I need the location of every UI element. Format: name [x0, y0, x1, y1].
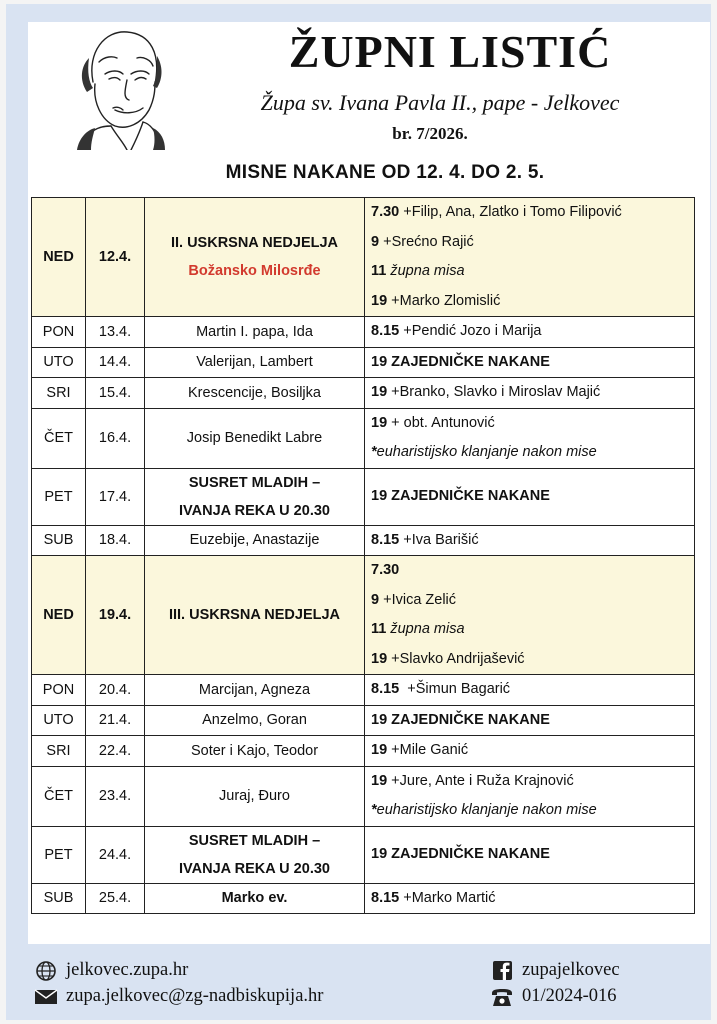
- day-cell: ČET: [32, 408, 86, 468]
- day-cell: SUB: [32, 525, 86, 556]
- date-cell: 18.4.: [86, 525, 145, 556]
- date-cell: 20.4.: [86, 675, 145, 706]
- mass-intention: +Ivica Zelić: [379, 591, 457, 608]
- celebration-cell: Valerijan, Lambert: [145, 347, 365, 378]
- mass-time: 8.15: [371, 323, 400, 339]
- mass-line: [371, 736, 688, 766]
- masses-cell: [365, 408, 695, 468]
- note-asterisk: *: [371, 444, 377, 460]
- mass-time: 19: [371, 742, 388, 758]
- masses-cell: [365, 317, 695, 348]
- mass-intention: +Mile Ganić: [387, 742, 469, 758]
- event-line: IVANJA REKA U 20.30: [179, 502, 330, 519]
- mass-time: 19: [371, 292, 388, 309]
- telephone-icon: [490, 987, 514, 1007]
- day-cell: NED: [32, 556, 86, 675]
- day-cell: SUB: [32, 883, 86, 914]
- mass-intention: +Pendić Jozo i Marija: [399, 323, 542, 339]
- adoration-note: [371, 796, 688, 826]
- event-line: IVANJA REKA U 20.30: [179, 860, 330, 877]
- date-cell: 24.4.: [86, 826, 145, 883]
- celebration-cell: Krescencije, Bosiljka: [145, 378, 365, 409]
- facebook-contact[interactable]: [490, 960, 620, 981]
- mass-line: [371, 884, 688, 914]
- parish-name: Župa sv. Ivana Pavla II., pape - Jelkovec: [260, 90, 620, 115]
- phone-text: 01/2024-016: [522, 986, 617, 1006]
- globe-icon: [34, 961, 58, 981]
- mass-intention: +Branko, Slavko i Miroslav Majić: [387, 384, 601, 400]
- celebration-cell: [145, 826, 365, 883]
- mass-intention: +Šimun Bagarić: [399, 681, 511, 697]
- mass-intention: +Marko Zlomislić: [387, 292, 501, 309]
- table-row: [32, 556, 695, 675]
- mass-line: 19 ZAJEDNIČKE NAKANE: [371, 845, 550, 862]
- mass-time: 8.15: [371, 889, 400, 906]
- celebration-cell: Euzebije, Anastazije: [145, 525, 365, 556]
- celebration-cell: Anzelmo, Goran: [145, 705, 365, 736]
- masses-cell: [365, 378, 695, 409]
- day-cell: PON: [32, 675, 86, 706]
- mass-time: 9: [371, 591, 380, 608]
- pope-portrait: [65, 22, 177, 150]
- celebration-name: II. USKRSNA NEDJELJA: [170, 235, 339, 251]
- mass-intention: + obt. Antunović: [387, 414, 495, 431]
- facebook-text: zupajelkovec: [522, 960, 620, 980]
- email-contact[interactable]: [34, 986, 323, 1007]
- facebook-icon: [490, 961, 514, 981]
- mass-time: 11: [371, 621, 387, 637]
- mass-intention: +Filip, Ana, Zlatko i Tomo Filipović: [399, 204, 622, 220]
- mass-intentions-heading: MISNE NAKANE OD 12. 4. DO 2. 5.: [225, 162, 545, 183]
- mass-intention: +Iva Barišić: [399, 531, 479, 548]
- table-row: [32, 766, 695, 826]
- masses-cell: [365, 766, 695, 826]
- table-row: [32, 826, 695, 883]
- day-cell: NED: [32, 198, 86, 317]
- masses-cell: [365, 883, 695, 914]
- mass-time: 9: [371, 233, 380, 250]
- table-row: [32, 317, 695, 348]
- date-cell: 13.4.: [86, 317, 145, 348]
- mass-time: 19: [371, 772, 388, 789]
- day-cell: SRI: [32, 736, 86, 767]
- table-row: [32, 347, 695, 378]
- mass-line: [371, 378, 688, 408]
- table-row: [32, 883, 695, 914]
- feast-name: Božansko Milosrđe: [188, 263, 321, 279]
- mass-time: 7.30: [371, 204, 400, 220]
- masses-cell: [365, 525, 695, 556]
- table-row: [32, 705, 695, 736]
- celebration-cell: Juraj, Đuro: [145, 766, 365, 826]
- mass-time: 19: [371, 414, 388, 431]
- masses-cell: [365, 675, 695, 706]
- celebration-cell: [145, 198, 365, 317]
- bulletin-title: ŽUPNI LISTIĆ: [288, 26, 612, 77]
- mass-time: 8.15: [371, 681, 400, 697]
- table-row: [32, 408, 695, 468]
- day-cell: ČET: [32, 766, 86, 826]
- event-line: SUSRET MLADIH –: [188, 474, 321, 491]
- envelope-icon: [34, 987, 58, 1007]
- mass-time: 7.30: [371, 562, 400, 578]
- mass-intention: +Jure, Ante i Ruža Krajnović: [387, 772, 574, 789]
- mass-line: [371, 198, 688, 228]
- note-text: euharistijsko klanjanje nakon mise: [376, 802, 597, 818]
- date-cell: 16.4.: [86, 408, 145, 468]
- phone-contact[interactable]: [490, 986, 617, 1007]
- mass-intention: +Marko Martić: [399, 889, 496, 906]
- mass-line: [371, 409, 688, 439]
- celebration-cell: Marcijan, Agneza: [145, 675, 365, 706]
- mass-intention: +Srećno Rajić: [379, 233, 474, 250]
- date-cell: 23.4.: [86, 766, 145, 826]
- mass-time: 19: [371, 384, 388, 400]
- email-text: zupa.jelkovec@zg-nadbiskupija.hr: [66, 986, 324, 1006]
- adoration-note: [371, 438, 688, 468]
- mass-time: 8.15: [371, 531, 400, 548]
- day-cell: SRI: [32, 378, 86, 409]
- mass-intention: župna misa: [386, 621, 465, 637]
- date-cell: 17.4.: [86, 468, 145, 525]
- table-row: [32, 468, 695, 525]
- day-cell: UTO: [32, 347, 86, 378]
- masses-cell: [365, 705, 695, 736]
- celebration-cell: Martin I. papa, Ida: [145, 317, 365, 348]
- masses-cell: [365, 468, 695, 525]
- date-cell: 25.4.: [86, 883, 145, 914]
- mass-line: 19 ZAJEDNIČKE NAKANE: [371, 353, 550, 370]
- celebration-cell: [145, 468, 365, 525]
- day-cell: PET: [32, 826, 86, 883]
- mass-line: [371, 287, 688, 317]
- footer: [0, 948, 717, 1024]
- mass-line: [371, 556, 688, 586]
- mass-line: [371, 526, 688, 556]
- mass-line: [371, 257, 688, 287]
- day-cell: PON: [32, 317, 86, 348]
- mass-line: [371, 317, 688, 347]
- mass-line: [371, 586, 688, 616]
- website-contact[interactable]: [34, 960, 188, 981]
- event-line: SUSRET MLADIH –: [188, 832, 321, 849]
- note-asterisk: *: [371, 802, 377, 818]
- mass-line: [371, 675, 688, 705]
- celebration-cell: Marko ev.: [145, 883, 365, 914]
- website-text: jelkovec.zupa.hr: [66, 960, 189, 980]
- mass-time: 11: [371, 263, 387, 279]
- mass-line: [371, 615, 688, 645]
- mass-line: 19 ZAJEDNIČKE NAKANE: [371, 711, 550, 728]
- mass-line: [371, 767, 688, 797]
- day-cell: PET: [32, 468, 86, 525]
- date-cell: 12.4.: [86, 198, 145, 317]
- mass-line: 19 ZAJEDNIČKE NAKANE: [371, 487, 550, 504]
- celebration-cell: Josip Benedikt Labre: [145, 408, 365, 468]
- date-cell: 14.4.: [86, 347, 145, 378]
- note-text: euharistijsko klanjanje nakon mise: [376, 444, 597, 460]
- masses-cell: [365, 556, 695, 675]
- mass-intentions-table: [31, 197, 695, 914]
- date-cell: 15.4.: [86, 378, 145, 409]
- table-row: [32, 198, 695, 317]
- day-cell: UTO: [32, 705, 86, 736]
- mass-time: 19: [371, 650, 388, 667]
- celebration-cell: Soter i Kajo, Teodor: [145, 736, 365, 767]
- masses-cell: [365, 736, 695, 767]
- date-cell: 22.4.: [86, 736, 145, 767]
- mass-intention: župna misa: [386, 263, 465, 279]
- masses-cell: [365, 347, 695, 378]
- table-row: [32, 736, 695, 767]
- masses-cell: [365, 198, 695, 317]
- date-cell: 21.4.: [86, 705, 145, 736]
- mass-intention: +Slavko Andrijašević: [387, 650, 525, 667]
- issue-number: br. 7/2026.: [392, 124, 468, 143]
- table-row: [32, 378, 695, 409]
- table-row: [32, 675, 695, 706]
- mass-line: [371, 228, 688, 258]
- celebration-cell: III. USKRSNA NEDJELJA: [145, 556, 365, 675]
- mass-line: [371, 645, 688, 675]
- date-cell: 19.4.: [86, 556, 145, 675]
- table-row: [32, 525, 695, 556]
- masses-cell: [365, 826, 695, 883]
